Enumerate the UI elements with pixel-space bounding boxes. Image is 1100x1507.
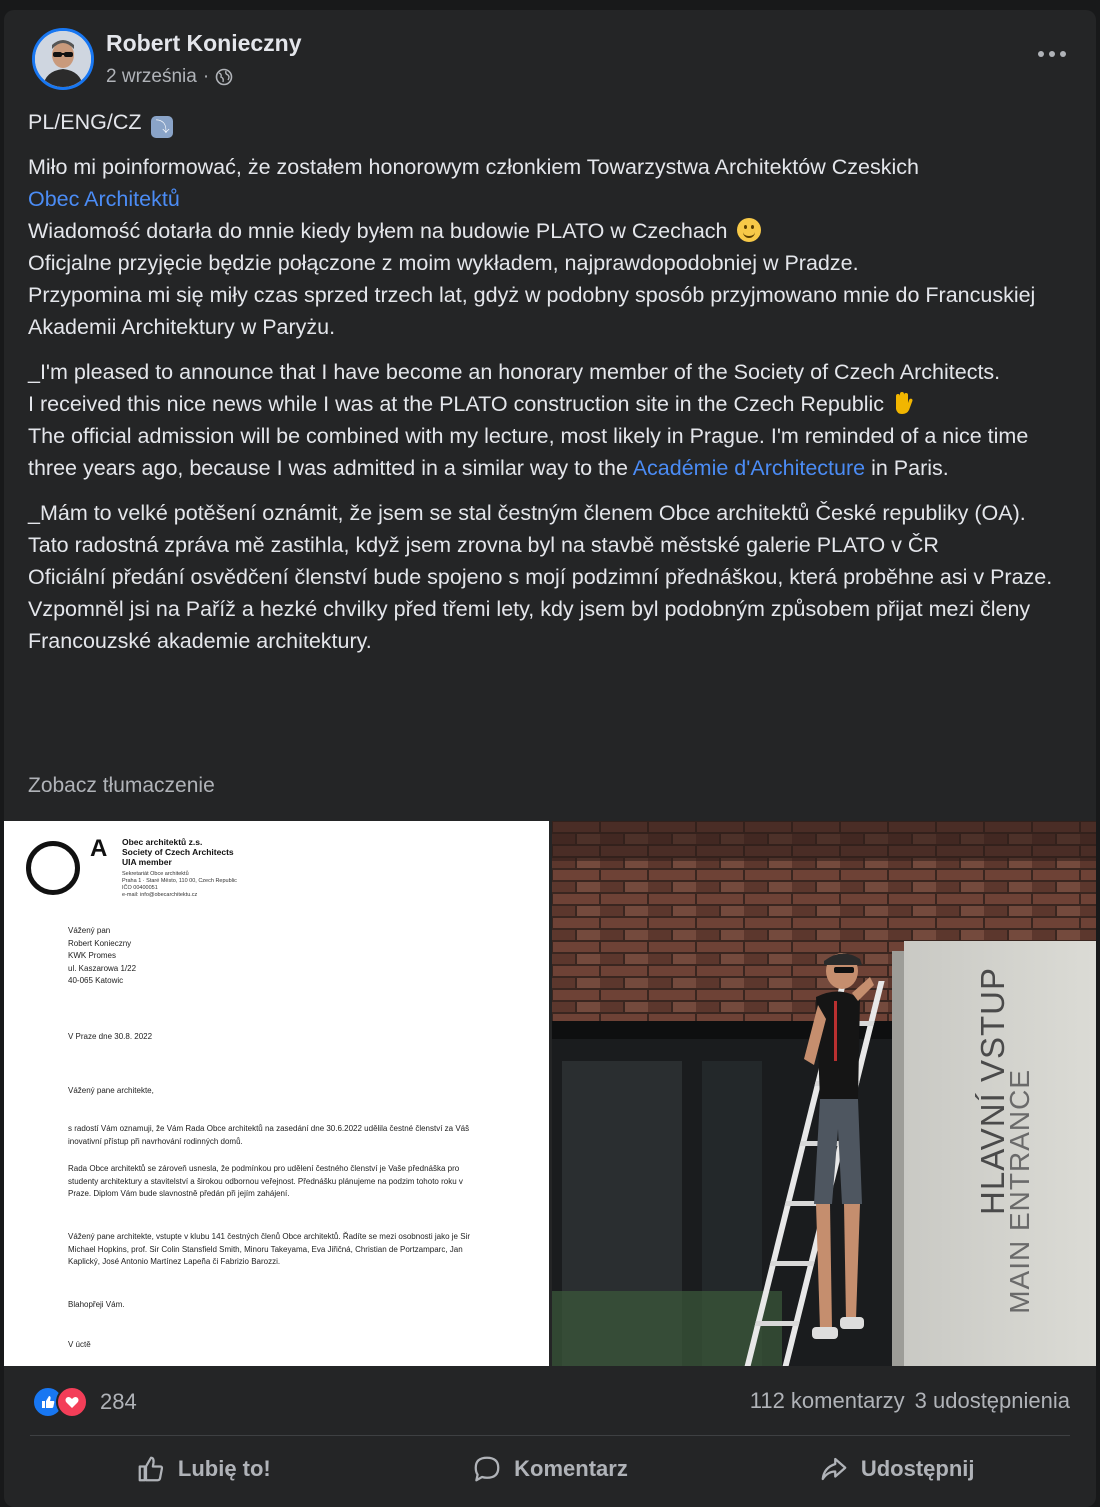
post-actions [30, 1440, 1070, 1498]
letter-paragraph-3: Vážený pane architekte, vstupte v klubu 141 čestných členů Obce architektů. Řadíte se mezi osobnosti jako je Sir Michael Hopkins, prof. Sir Colin Stansfield Smith, Minoru Takeyama, Eva Jiřičná, Christian de Portzamparc, Jan Kaplický, José Antonio Martínez Lapeña či Fabrizio Barozzi. [68, 1232, 470, 1266]
photo-grid [4, 821, 1096, 1366]
reaction-count: 284 [100, 1389, 137, 1414]
dot-icon [1038, 51, 1044, 57]
dot-icon [1049, 51, 1055, 57]
sign-text-cz: HLAVNÍ VSTUP [974, 967, 1011, 1215]
shares-count[interactable]: 3 udostępnienia [914, 1388, 1070, 1413]
pl-paragraph: Miło mi poinformować, że zostałem honorowym członkiem Towarzystwa Architektów Czeskich Obec Architektů Wiadomość dotarła do mnie kiedy byłem na budowie PLATO w Czechach Oficjalne przyjęcie będzie połączone z moim wykładem, najprawdopodobniej w Pradze. Przypomina mi się miły czas sprzed trzech lat, gdyż w podobny sposób przyjmowano mnie do Francuskiej Akademii Architektury w Paryżu. [28, 155, 1036, 339]
letter-date: V Praze dne 30.8. 2022 [68, 1032, 153, 1041]
love-reaction-icon [56, 1386, 88, 1418]
post-card [4, 10, 1096, 1507]
en-paragraph: _I'm pleased to announce that I have become an honorary member of the Society of Czech Architects. I received this nice news while I was at the PLATO construction site in the Czech Republic The official admission will be combined with my lecture, most likely in Prague. I'm reminded of a nice time three years ago, because I was admitted in a similar way to the Académie d'Architecture in Paris. [28, 360, 1029, 480]
comments-count[interactable]: 112 komentarzy [749, 1388, 905, 1413]
see-translation-link[interactable]: Zobacz tłumaczenie [28, 774, 215, 797]
actions-divider [30, 1435, 1070, 1436]
letter-salutation: Vážený pane architekte, [68, 1086, 154, 1095]
obec-architektu-link[interactable]: Obec Architektů [28, 187, 180, 211]
avatar-photo-icon [35, 31, 91, 87]
post-header [32, 28, 1076, 98]
lang-line: PL/ENG/CZ ⤵ [28, 106, 1080, 138]
sign-text-en: MAIN ENTRANCE [1004, 1069, 1035, 1314]
post-meta [106, 66, 233, 88]
post-date[interactable]: 2 września [106, 66, 197, 87]
meta-separator: · [202, 66, 210, 87]
share-button[interactable]: Udostępnij [723, 1440, 1070, 1498]
arrows-emoji-icon: ⤵ [151, 116, 173, 138]
letter-recipient: Vážený pan Robert Konieczny KWK Promes ul. Kaszarowa 1/22 40-065 Katowic [68, 926, 137, 985]
waving-hand-icon [890, 390, 916, 416]
letter-org-address: Sekretariát Obce architektů Praha 1 · Staré Město, 110 00, Czech Republic IČO 00400051 e-mail: info@obecarchitektu.cz [122, 871, 237, 898]
letter-org: Obec architektů z.s. Society of Czech Architects UIA member [122, 837, 234, 867]
cz-paragraph: _Mám to velké potěšení oznámit, že jsem se stal čestným členem Obce architektů České republiky (OA). Tato radostná zpráva mě zastihla, když jsem zrovna byl na stavbě městské galerie PLATO v ČR Oficiální předání osvědčení členství bude spojeno s mojí podzimní přednáškou, která proběhne asi v Praze. Vzpomněl jsi na Paříž a hezké chvilky před třemi lety, kdy jsem byl podobným způsobem přijat mezi členy Francouzské akademie architektury. [28, 501, 1053, 653]
like-button[interactable]: Lubię to! [30, 1440, 377, 1498]
thumbs-up-icon [136, 1454, 166, 1484]
post-text [28, 106, 1080, 670]
dot-icon [1060, 51, 1066, 57]
entrance-photo[interactable] [552, 821, 1096, 1366]
globe-icon [215, 68, 233, 86]
avatar[interactable] [32, 28, 94, 90]
comment-button[interactable]: Komentarz [377, 1440, 724, 1498]
comment-icon [472, 1454, 502, 1484]
academie-link[interactable]: Académie d'Architecture [632, 456, 866, 480]
letter-image[interactable] [4, 821, 549, 1366]
engagement-stats [750, 1388, 1070, 1414]
letter-closing: Blahopřeji Vám. [68, 1300, 125, 1309]
reactions-summary[interactable] [32, 1385, 137, 1419]
smile-emoji-icon [737, 218, 761, 242]
letter-signoff: V úctě [68, 1340, 91, 1349]
author-name[interactable]: Robert Konieczny [106, 30, 302, 56]
letter-paragraph-2: Rada Obce architektů se zároveň usnesla, že podmínkou pro udělení čestného členství je Vaše přednáška pro studenty architektury a stavitelství a širokou odbornou veřejnost. Přednášku plánujeme na podzim tohoto roku v Praze. Diplom Vám bude slavnostně předán při jejím zahájení. [68, 1164, 463, 1198]
person-figure [774, 949, 894, 1366]
more-options-button[interactable] [1032, 36, 1072, 72]
letter-paragraph-1: s radostí Vám oznamuji, že Vám Rada Obce architektů na zasedání dne 30.6.2022 udělila čestné členství za Váš inovativní přístup při navrhování rodinných domů. [68, 1124, 470, 1146]
share-arrow-icon [819, 1454, 849, 1484]
oa-logo-icon [26, 841, 80, 895]
oa-logo-letter: A [90, 835, 108, 862]
